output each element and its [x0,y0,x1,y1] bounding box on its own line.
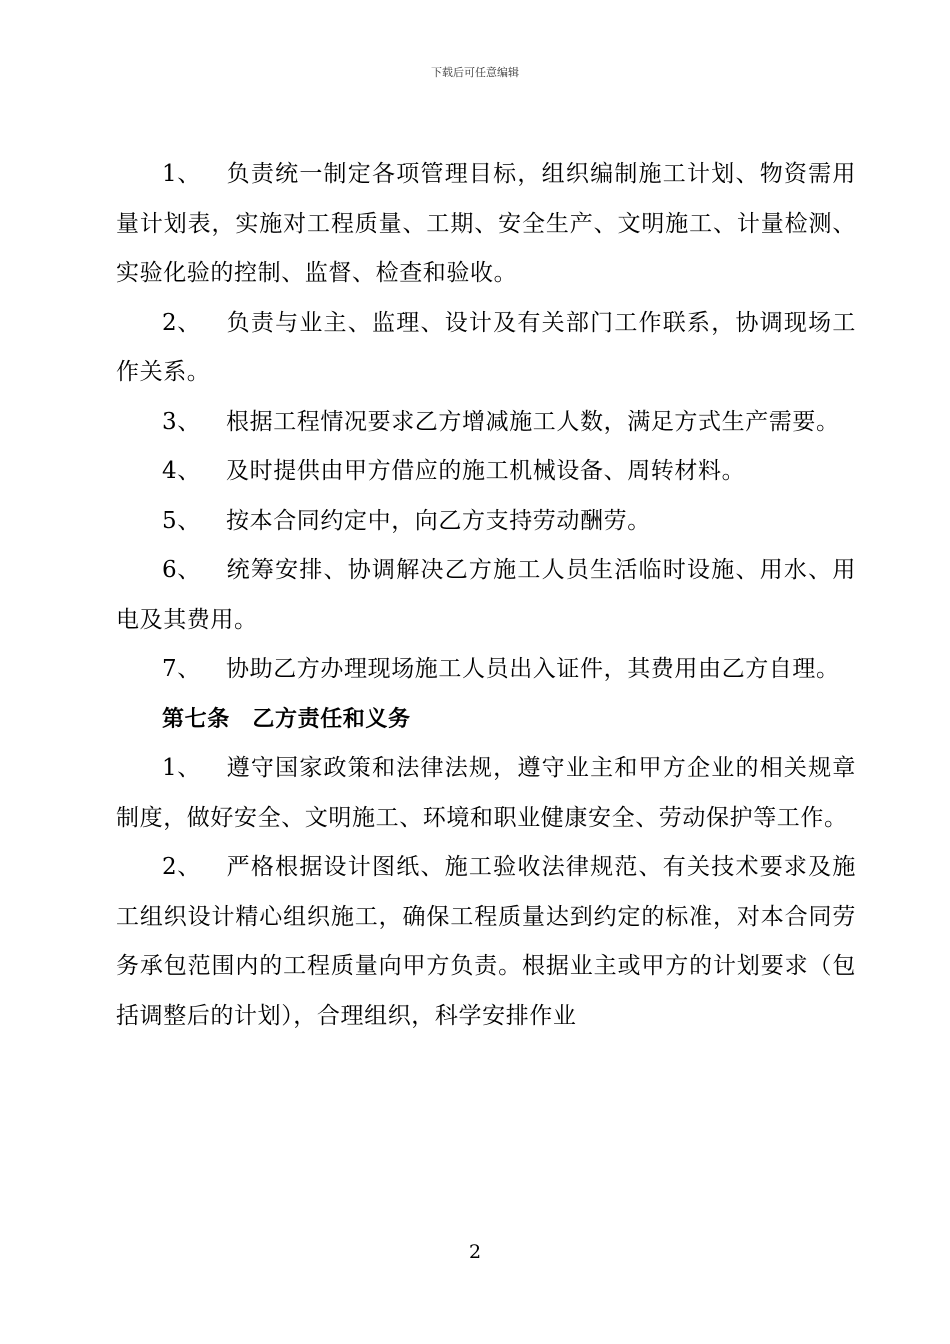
item-number: 7、 [162,656,201,682]
item-number: 2、 [162,309,201,336]
item-number: 4、 [162,458,201,484]
party-a-item [116,497,856,547]
document-body [116,150,856,1041]
item-number: 5、 [162,507,201,534]
party-b-item [116,744,856,843]
item-text: 遵守国家政策和法律法规，遵守业主和甲方企业的相关规章制度，做好安全、文明施工、环境和职业健康安全、劳动保护等工作。 [116,755,856,831]
item-number: 6、 [162,557,201,583]
item-text: 根据工程情况要求乙方增减施工人数，满足方式生产需要。 [226,408,840,435]
item-number: 1、 [162,161,201,187]
party-a-item [116,150,856,299]
item-number: 2、 [162,854,201,880]
party-b-item [116,843,856,1041]
item-text: 按本合同约定中，向乙方支持劳动酬劳。 [226,507,651,534]
party-a-item [116,546,856,645]
party-a-item [116,398,856,448]
party-a-item [116,299,856,398]
item-number: 1、 [162,755,201,781]
item-text: 及时提供由甲方借应的施工机械设备、周转材料。 [226,458,746,484]
item-text: 严格根据设计图纸、施工验收法律规范、有关技术要求及施工组织设计精心组织施工，确保工程质量达到约定的标准，对本合同劳务承包范围内的工程质量向甲方负责。根据业主或甲方的计划要求（包括调整后的计划），合理组织，科学安排作业 [116,854,856,1029]
party-a-item [116,447,856,497]
item-number: 3、 [162,408,201,435]
item-text: 负责统一制定各项管理目标，组织编制施工计划、物资需用量计划表，实施对工程质量、工期、安全生产、文明施工、计量检测、实验化验的控制、监督、检查和验收。 [116,161,856,286]
party-a-item [116,645,856,695]
page-header-note: 下载后可任意编辑 [431,66,519,79]
item-text: 负责与业主、监理、设计及有关部门工作联系，协调现场工作关系。 [116,309,856,385]
page-number: 2 [468,1241,482,1263]
item-text: 统筹安排、协调解决乙方施工人员生活临时设施、用水、用电及其费用。 [116,557,856,633]
item-text: 协助乙方办理现场施工人员出入证件，其费用由乙方自理。 [226,656,840,682]
section-heading: 第七条 乙方责任和义务 [162,706,411,732]
